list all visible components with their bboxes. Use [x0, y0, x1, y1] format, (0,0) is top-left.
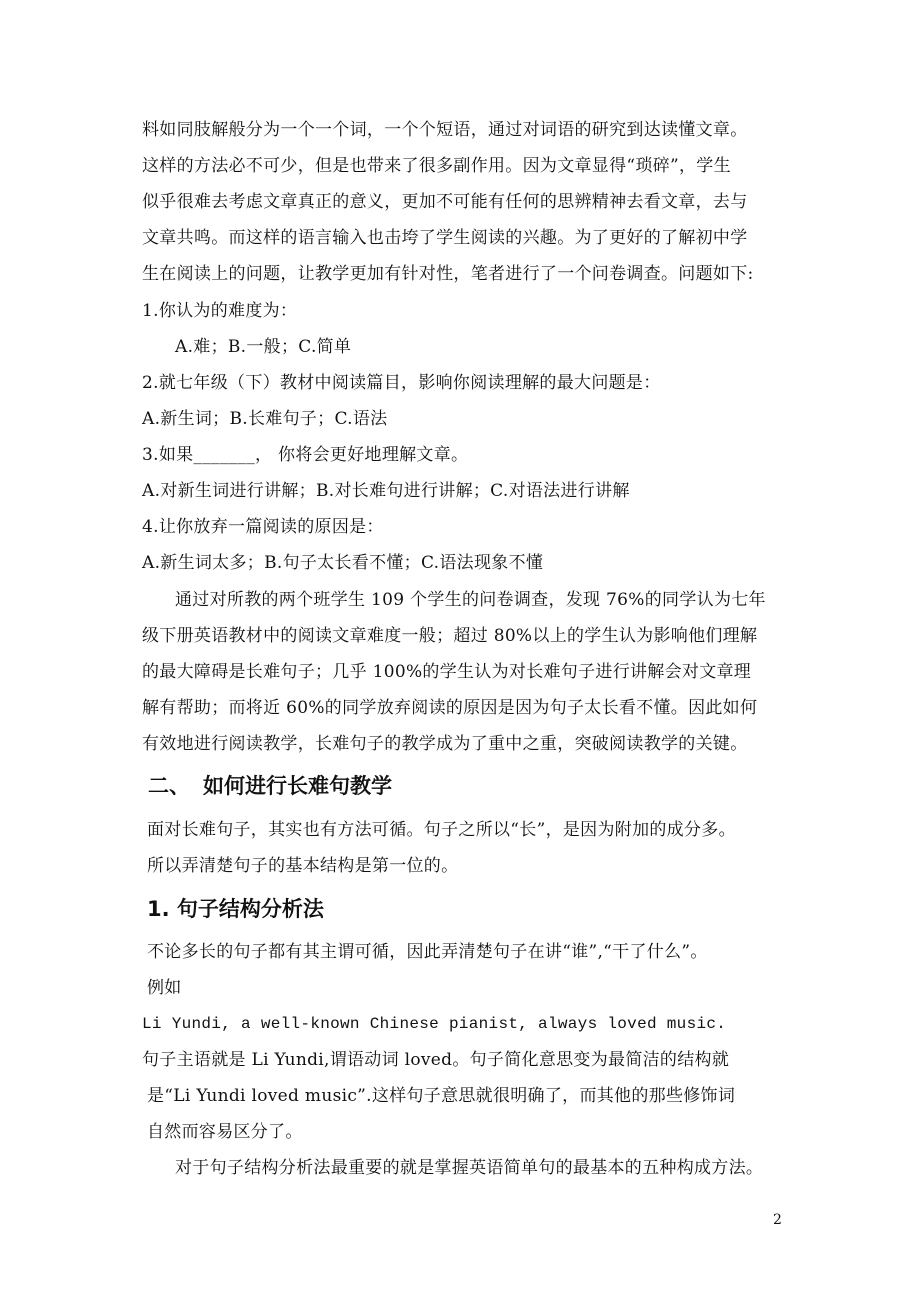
survey-question-1: 1.你认为的难度为：	[142, 301, 298, 321]
page-number: 2	[773, 1212, 782, 1228]
subsection-1-line-2: 例如	[147, 978, 182, 998]
paragraph-2-line-3: 的最大障碍是长难句子；几乎 100%的学生认为对长难句子进行讲解会对文章理	[142, 662, 752, 682]
paragraph-1-line-4: 文章共鸣。而这样的语言输入也击垮了学生阅读的兴趣。为了更好的了解初中学	[142, 228, 748, 248]
survey-options-3: A.对新生词进行讲解；B.对长难句进行讲解；C.对语法进行讲解	[142, 481, 630, 501]
subsection-1-line-1: 不论多长的句子都有其主谓可循，因此弄清楚句子在讲“谁”,“干了什么”。	[147, 942, 708, 962]
subsection-1-title: 1. 句子结构分析法	[147, 897, 324, 921]
paragraph-1-line-2: 这样的方法必不可少，但是也带来了很多副作用。因为文章显得“琐碎”，学生	[142, 156, 731, 176]
survey-options-4: A.新生词太多；B.句子太长看不懂；C.语法现象不懂	[142, 553, 544, 573]
section-2-intro-line-1: 面对长难句子，其实也有方法可循。句子之所以“长”，是因为附加的成分多。	[147, 820, 736, 840]
section-2-number: 二、	[148, 774, 190, 798]
analysis-line-3: 自然而容易区分了。	[147, 1122, 303, 1142]
survey-options-1: A.难；B.一般；C.简单	[175, 337, 352, 357]
survey-question-2: 2.就七年级（下）教材中阅读篇目，影响你阅读理解的最大问题是：	[142, 373, 661, 393]
paragraph-1-line-1: 料如同肢解般分为一个一个词，一个个短语，通过对词语的研究到达读懂文章。	[142, 120, 748, 140]
paragraph-2-line-2: 级下册英语教材中的阅读文章难度一般；超过 80%以上的学生认为影响他们理解	[142, 626, 758, 646]
section-2-title: 如何进行长难句教学	[203, 774, 392, 798]
paragraph-2-line-1: 通过对所教的两个班学生 109 个学生的问卷调查，发现 76%的同学认为七年	[175, 590, 766, 610]
section-2-intro-line-2: 所以弄清楚句子的基本结构是第一位的。	[147, 856, 459, 876]
survey-question-3: 3.如果_______， 你将会更好地理解文章。	[142, 445, 469, 465]
example-sentence: Li Yundi, a well-known Chinese pianist, always loved music.	[142, 1015, 727, 1033]
closing-line: 对于句子结构分析法最重要的就是掌握英语简单句的最基本的五种构成方法。	[175, 1158, 764, 1178]
paragraph-2-line-5: 有效地进行阅读教学，长难句子的教学成为了重中之重，突破阅读教学的关键。	[142, 734, 748, 754]
paragraph-2-line-4: 解有帮助；而将近 60%的同学放弃阅读的原因是因为句子太长看不懂。因此如何	[142, 698, 758, 718]
analysis-line-2: 是“Li Yundi loved music”.这样句子意思就很明确了，而其他的那些修饰词	[147, 1086, 736, 1106]
paragraph-1-line-3: 似乎很难去考虑文章真正的意义，更加不可能有任何的思辨精神去看文章，去与	[142, 192, 748, 212]
analysis-line-1: 句子主语就是 Li Yundi,谓语动词 loved。句子简化意思变为最简洁的结构就	[142, 1050, 730, 1070]
paragraph-1-line-5: 生在阅读上的问题，让教学更加有针对性，笔者进行了一个问卷调查。问题如下:	[142, 264, 754, 284]
survey-question-4: 4.让你放弃一篇阅读的原因是：	[142, 517, 384, 537]
survey-options-2: A.新生词；B.长难句子；C.语法	[142, 409, 388, 429]
